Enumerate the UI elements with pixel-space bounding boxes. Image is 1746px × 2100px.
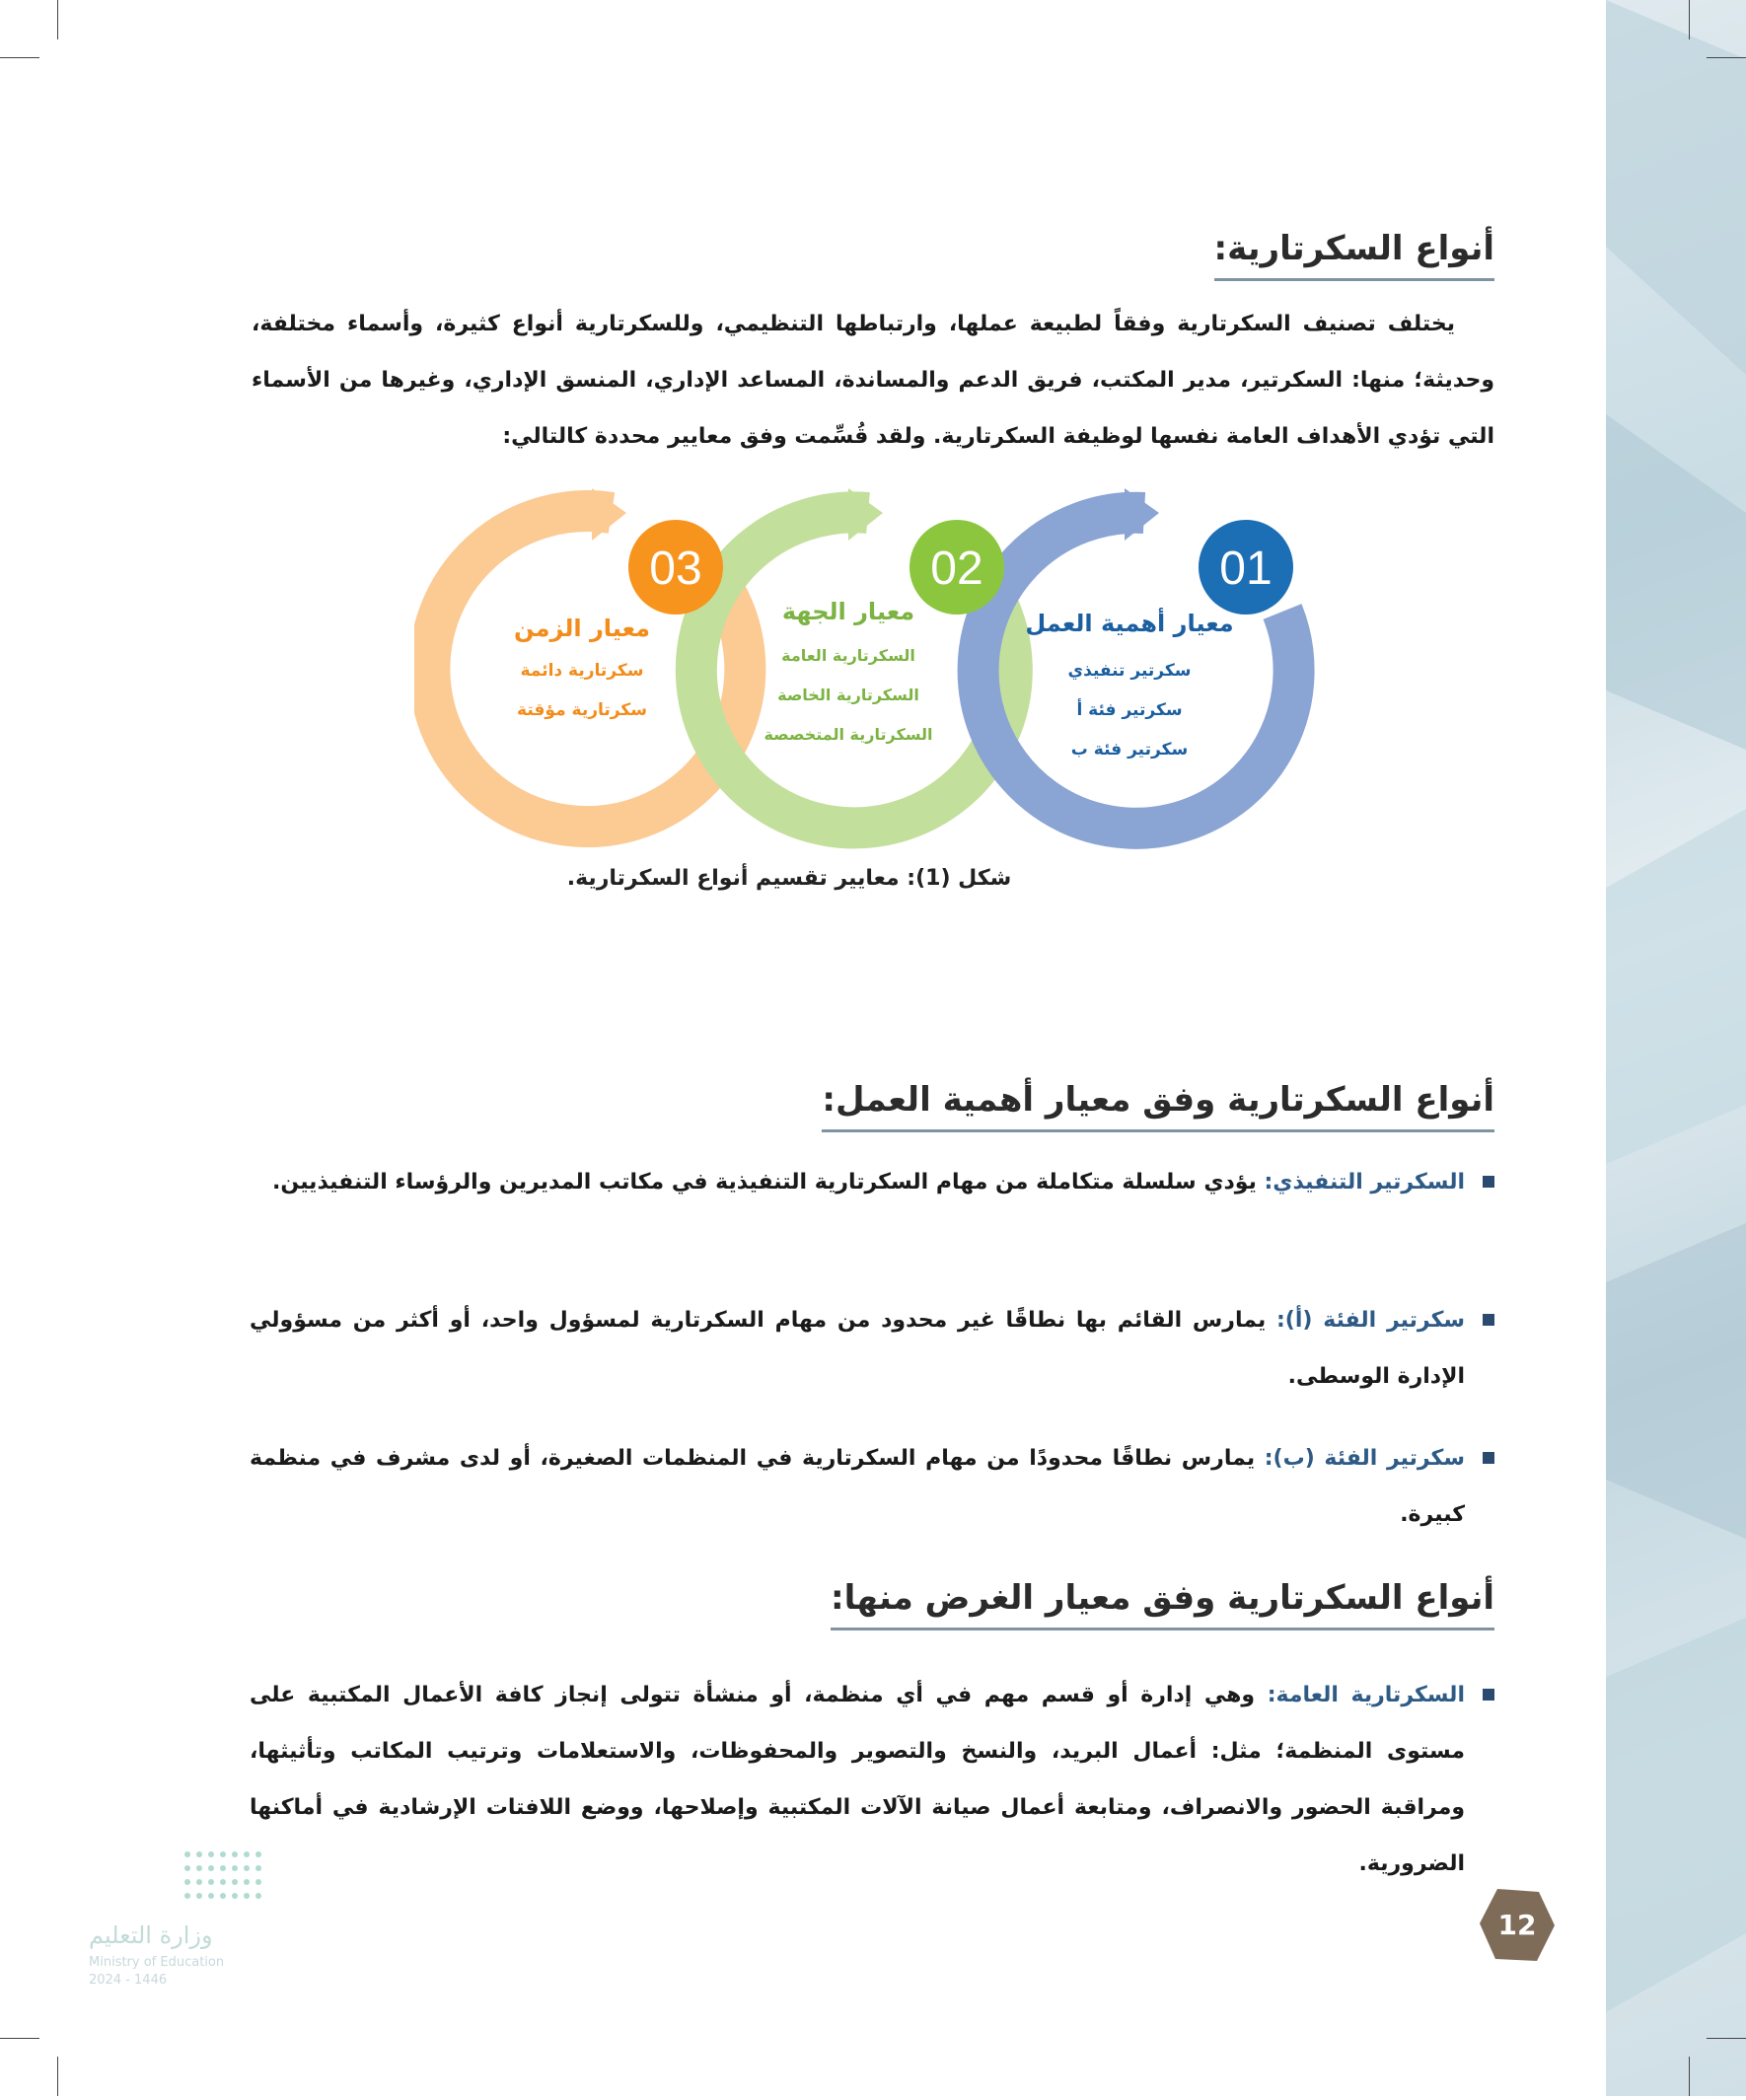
section-heading-importance: أنواع السكرتارية وفق معيار أهمية العمل: bbox=[822, 1080, 1494, 1132]
criterion-03-line: سكرتارية دائمة bbox=[520, 661, 644, 681]
logo-dots-icon bbox=[89, 1845, 276, 1914]
bullet-square-icon bbox=[1483, 1314, 1494, 1326]
bullet-term: السكرتارية العامة: bbox=[1267, 1683, 1465, 1707]
badge-02-number: 02 bbox=[930, 543, 983, 595]
figure-caption: شكل (1): معايير تقسيم أنواع السكرتارية. bbox=[566, 866, 1012, 891]
badge-03-number: 03 bbox=[649, 543, 702, 595]
crop-mark bbox=[1707, 57, 1746, 58]
crop-mark bbox=[1707, 2038, 1746, 2039]
crop-mark bbox=[57, 2057, 58, 2096]
bullet-term: سكرتير الفئة (أ): bbox=[1276, 1308, 1466, 1333]
criterion-02-title: معيار الجهة bbox=[781, 598, 915, 625]
bullet-square-icon bbox=[1483, 1452, 1494, 1464]
bullet-term: السكرتير التنفيذي: bbox=[1264, 1170, 1465, 1195]
ministry-name-en: Ministry of Education bbox=[89, 1955, 225, 1970]
crop-mark bbox=[0, 2038, 39, 2039]
criterion-01-line: سكرتير فئة أ bbox=[1076, 700, 1183, 720]
ministry-year: 2024 - 1446 bbox=[89, 1973, 168, 1988]
list-item bbox=[250, 1667, 1494, 1892]
bullet-term: سكرتير الفئة (ب): bbox=[1264, 1446, 1465, 1471]
crop-mark bbox=[57, 0, 58, 39]
criterion-01-title: معيار أهمية العمل bbox=[1025, 610, 1234, 637]
criterion-03-title: معيار الزمن bbox=[513, 615, 651, 642]
list-item bbox=[250, 1430, 1494, 1543]
bullet-text: يؤدي سلسلة متكاملة من مهام السكرتارية التنفيذية في مكاتب المديرين والرؤساء التنفيذيين. bbox=[272, 1170, 1265, 1195]
bullet-text: يمارس نطاقًا محدودًا من مهام السكرتارية في المنظمات الصغيرة، أو لدى مشرف في منظمة كبيرة. bbox=[250, 1446, 1465, 1527]
section-heading-purpose: أنواع السكرتارية وفق معيار الغرض منها: bbox=[831, 1578, 1494, 1630]
decorative-side-strip bbox=[1606, 0, 1746, 2096]
intro-paragraph bbox=[252, 296, 1494, 465]
bullet-text: وهي إدارة أو قسم مهم في أي منظمة، أو منشأة تتولى إنجاز كافة الأعمال المكتبية على مستوى المنظمة؛ مثل: أعمال البريد، والنسخ والتصوير والمحفوظات، والاستعلامات وترتيب المكاتب وتأثيثها، ومراقبة الحضور والانصراف، ومتابعة أعمال صيانة الآلات المكتبية وإصلاحها، ووضع اللافتات الإرشادية في أماكنها الضرورية. bbox=[250, 1683, 1465, 1876]
list-item bbox=[250, 1292, 1494, 1405]
badge-01-number: 01 bbox=[1219, 543, 1273, 595]
criterion-03-line: سكرتارية مؤقتة bbox=[517, 700, 647, 720]
criterion-02-line: السكرتارية المتخصصة bbox=[764, 725, 933, 744]
list-item bbox=[250, 1154, 1494, 1210]
section-heading-types: أنواع السكرتارية: bbox=[1214, 229, 1494, 281]
intro-text: يختلف تصنيف السكرتارية وفقاً لطبيعة عملها، وارتباطها التنظيمي، وللسكرتارية أنواع كثيرة، وأسماء مختلفة، وحديثة؛ منها: السكرتير، مدير المكتب، فريق الدعم والمساندة، المساعد الإداري، المنسق الإداري، وغيرها من الأسماء التي تؤدي الأهداف العامة نفسها لوظيفة السكرتارية. ولقد قُسِّمت وفق معايير محددة كالتالي: bbox=[252, 312, 1494, 449]
crop-mark bbox=[0, 57, 39, 58]
side-strip-pattern bbox=[1606, 0, 1746, 2096]
criterion-01-line: سكرتير فئة ب bbox=[1070, 740, 1189, 760]
crop-mark bbox=[1689, 0, 1690, 39]
criterion-02-line: السكرتارية العامة bbox=[781, 646, 915, 665]
ministry-name-ar: وزارة التعليم bbox=[89, 1921, 213, 1949]
ministry-logo bbox=[89, 1845, 276, 1988]
crop-mark bbox=[1689, 2057, 1690, 2096]
criterion-02-line: السكرتارية الخاصة bbox=[777, 686, 919, 704]
criteria-diagram bbox=[414, 483, 1342, 858]
page-number-badge bbox=[1478, 1886, 1557, 1965]
page-number: 12 bbox=[1497, 1909, 1537, 1941]
criterion-01-line: سكرتير تنفيذي bbox=[1067, 661, 1192, 681]
bullet-square-icon bbox=[1483, 1689, 1494, 1701]
bullet-text: يمارس القائم بها نطاقًا غير محدود من مهام السكرتارية لمسؤول واحد، أو أكثر من مسؤولي الإدارة الوسطى. bbox=[250, 1308, 1465, 1389]
bullet-square-icon bbox=[1483, 1176, 1494, 1188]
